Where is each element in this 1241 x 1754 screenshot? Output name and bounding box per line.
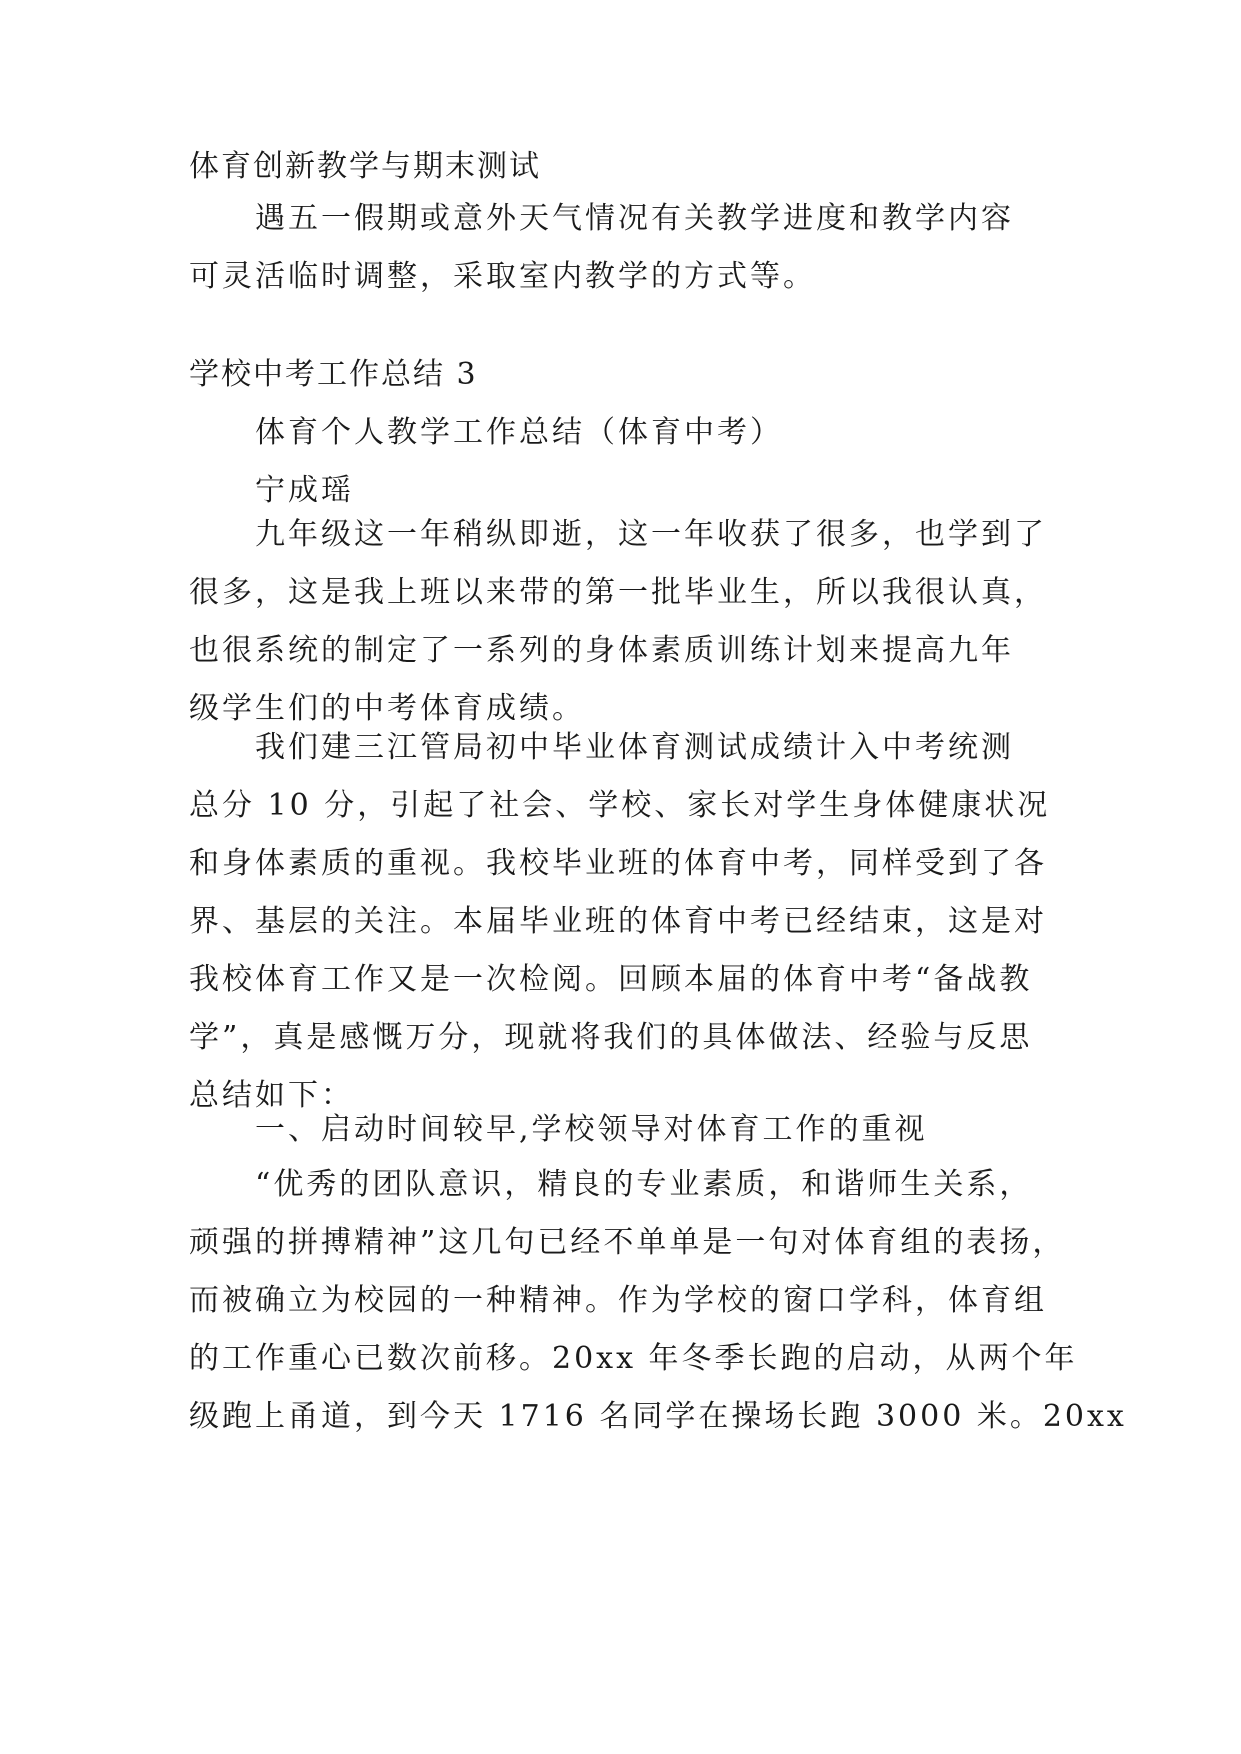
intro-line-2: 可灵活临时调整，采取室内教学的方式等。 [189,259,816,294]
para3-line: 而被确立为校园的一种精神。作为学校的窗口学科，体育组 [189,1283,1047,1318]
para1-line: 很多，这是我上班以来带的第一批毕业生，所以我很认真， [189,575,1047,610]
para3-line: 顽强的拼搏精神”这几句已经不单单是一句对体育组的表扬， [189,1225,1066,1260]
subtitle: 体育个人教学工作总结（体育中考） [255,415,783,450]
para1-line: 九年级这一年稍纵即逝，这一年收获了很多，也学到了 [255,517,1047,552]
paragraph-2 [189,719,1051,1125]
paragraph-1 [189,506,1051,738]
para2-line: 总分 10 分，引起了社会、学校、家长对学生身体健康状况 [189,788,1051,823]
section-heading-block [189,346,1051,520]
point-1-block [189,1101,1051,1159]
para2-line: 和身体素质的重视。我校毕业班的体育中考，同样受到了各 [189,846,1047,881]
para2-line: 总结如下： [189,1078,354,1113]
intro-paragraph [189,190,1051,306]
section-heading: 学校中考工作总结 3 [189,357,478,392]
author: 宁成瑶 [255,473,354,508]
para2-line: 我们建三江管局初中毕业体育测试成绩计入中考统测 [255,730,1014,765]
para3-line: “优秀的团队意识，精良的专业素质，和谐师生关系， [255,1167,1033,1202]
point1-heading: 一、启动时间较早,学校领导对体育工作的重视 [255,1112,928,1147]
paragraph-3 [189,1156,1127,1446]
para3-line: 级跑上甬道，到今天 1716 名同学在操场长跑 3000 米。20xx [189,1399,1127,1434]
top-heading: 体育创新教学与期末测试 [189,149,541,184]
top-heading-block [189,138,1051,196]
para1-line: 也很系统的制定了一系列的身体素质训练计划来提高九年 [189,633,1014,668]
para3-line: 的工作重心已数次前移。20xx 年冬季长跑的启动，从两个年 [189,1341,1078,1376]
intro-line-1: 遇五一假期或意外天气情况有关教学进度和教学内容 [255,201,1014,236]
para2-line: 界、基层的关注。本届毕业班的体育中考已经结束，这是对 [189,904,1047,939]
para2-line: 学”，真是感慨万分，现就将我们的具体做法、经验与反思 [189,1020,1033,1055]
para1-line: 级学生们的中考体育成绩。 [189,691,585,726]
para2-line: 我校体育工作又是一次检阅。回顾本届的体育中考“备战教 [189,962,1033,997]
